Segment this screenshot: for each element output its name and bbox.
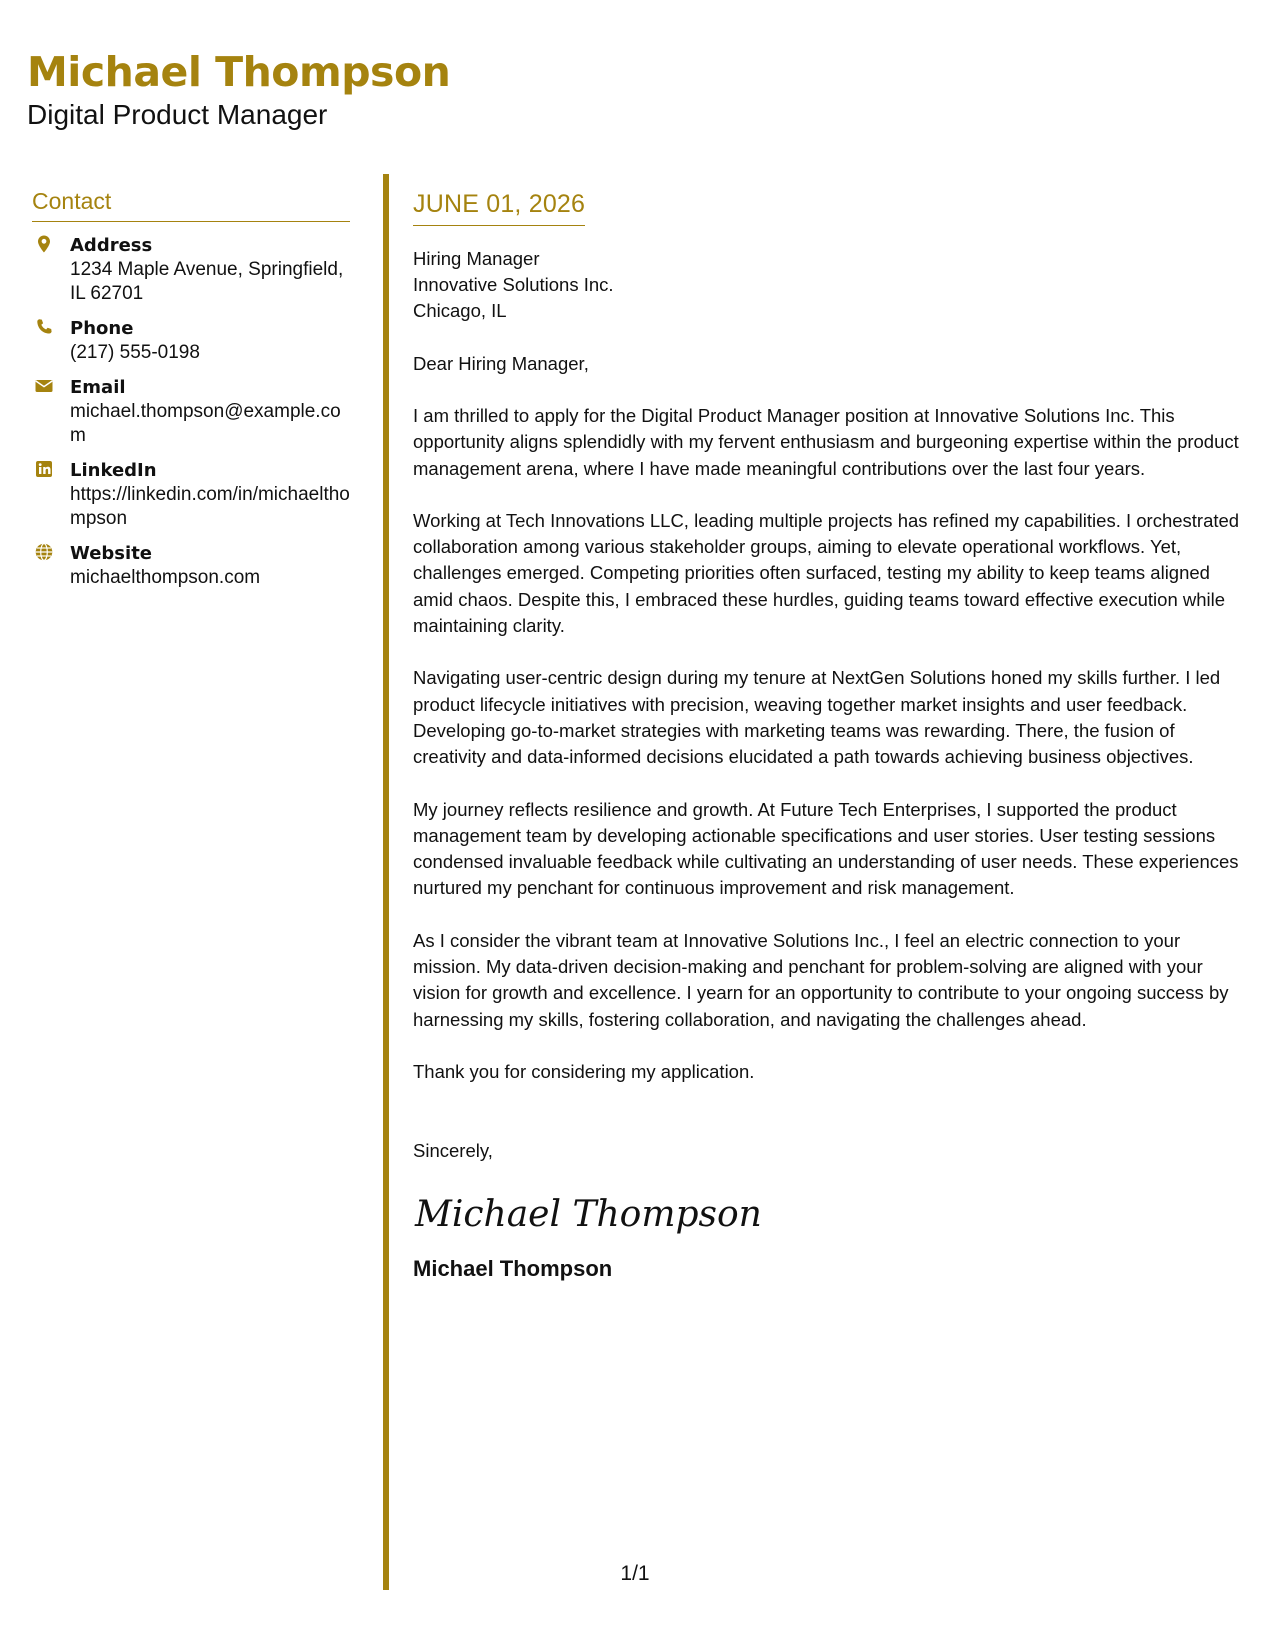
contact-item-website bbox=[32, 542, 350, 590]
letter-paragraph: My journey reflects resilience and growth. At Future Tech Enterprises, I supported the product management team by developing actionable specifications and user stories. User testing sessions condensed invaluable feedback while cultivating an understanding of user needs. These experiences nurtured my penchant for continuous improvement and risk management. bbox=[413, 798, 1239, 899]
applicant-name: Michael Thompson bbox=[27, 48, 451, 96]
contact-value-website[interactable]: michaelthompson.com bbox=[70, 567, 261, 588]
globe-icon bbox=[34, 542, 54, 562]
signature-text: Michael Thompson bbox=[415, 1194, 762, 1236]
closing: Sincerely, bbox=[413, 1140, 493, 1162]
contact-sidebar bbox=[32, 188, 350, 601]
signer-name: Michael Thompson bbox=[413, 1256, 613, 1282]
contact-item-address bbox=[32, 234, 350, 306]
letter-paragraph: Working at Tech Innovations LLC, leading multiple projects has refined my capabilities. I orchestrated collaboration among various stakeholder groups, aiming to elevate operational workflows. Yet, challenges emerged. Competing priorities often surfaced, testing my ability to keep teams aligned amid chaos. Despite this, I embraced these hurdles, guiding teams toward effective execution while maintaining clarity. bbox=[413, 509, 1240, 637]
contact-label: Address bbox=[70, 235, 153, 256]
letter-paragraph: Thank you for considering my application. bbox=[413, 1060, 755, 1082]
letter-paragraph: I am thrilled to apply for the Digital Product Manager position at Innovative Solutions Inc. This opportunity aligns splendidly with my fervent enthusiasm and burgeoning expertise within the product management arena, where I have made meaningful contributions over the last four years. bbox=[413, 405, 1239, 479]
contact-value-linkedin[interactable]: https://linkedin.com/in/michaelthompson bbox=[70, 484, 350, 529]
contact-value-address: 1234 Maple Avenue, Springfield, IL 62701 bbox=[70, 259, 344, 304]
contact-value-email[interactable]: michael.thompson@example.com bbox=[70, 401, 341, 446]
recipient-line: Innovative Solutions Inc. bbox=[413, 274, 614, 295]
contact-label: Email bbox=[70, 377, 126, 398]
contact-item-linkedin bbox=[32, 459, 350, 531]
contact-heading: Contact bbox=[32, 188, 350, 222]
contact-label: Website bbox=[70, 543, 153, 564]
envelope-icon bbox=[34, 376, 54, 396]
map-pin-icon bbox=[34, 234, 54, 254]
contact-item-phone bbox=[32, 317, 350, 365]
recipient-block bbox=[413, 246, 1243, 324]
recipient-line: Chicago, IL bbox=[413, 300, 507, 321]
letter-date: JUNE 01, 2026 bbox=[413, 190, 585, 226]
letter-body bbox=[413, 190, 1243, 1282]
contact-value-phone: (217) 555-0198 bbox=[70, 342, 200, 363]
column-divider bbox=[383, 174, 389, 1590]
phone-icon bbox=[34, 317, 54, 337]
contact-item-email bbox=[32, 376, 350, 448]
applicant-title: Digital Product Manager bbox=[27, 99, 328, 130]
contact-label: LinkedIn bbox=[70, 460, 157, 481]
handwritten-signature bbox=[413, 1186, 762, 1246]
linkedin-icon bbox=[34, 459, 54, 479]
recipient-line: Hiring Manager bbox=[413, 248, 540, 269]
contact-label: Phone bbox=[70, 318, 134, 339]
letter-paragraph: As I consider the vibrant team at Innovative Solutions Inc., I feel an electric connection to your mission. My data-driven decision-making and penchant for problem-solving are aligned with your vision for growth and excellence. I yearn for an opportunity to contribute to your ongoing success by harnessing my skills, fostering collaboration, and navigating the challenges ahead. bbox=[413, 929, 1229, 1030]
salutation: Dear Hiring Manager, bbox=[413, 353, 589, 374]
letter-paragraph: Navigating user-centric design during my tenure at NextGen Solutions honed my skills further. I led product lifecycle initiatives with precision, weaving together market insights and user feedback. Developing go-to-market strategies with marketing teams was rewarding. There, the fusion of creativity and data-informed decisions elucidated a path towards achieving business objectives. bbox=[413, 667, 1221, 768]
page-number: 1/1 bbox=[620, 1562, 650, 1585]
